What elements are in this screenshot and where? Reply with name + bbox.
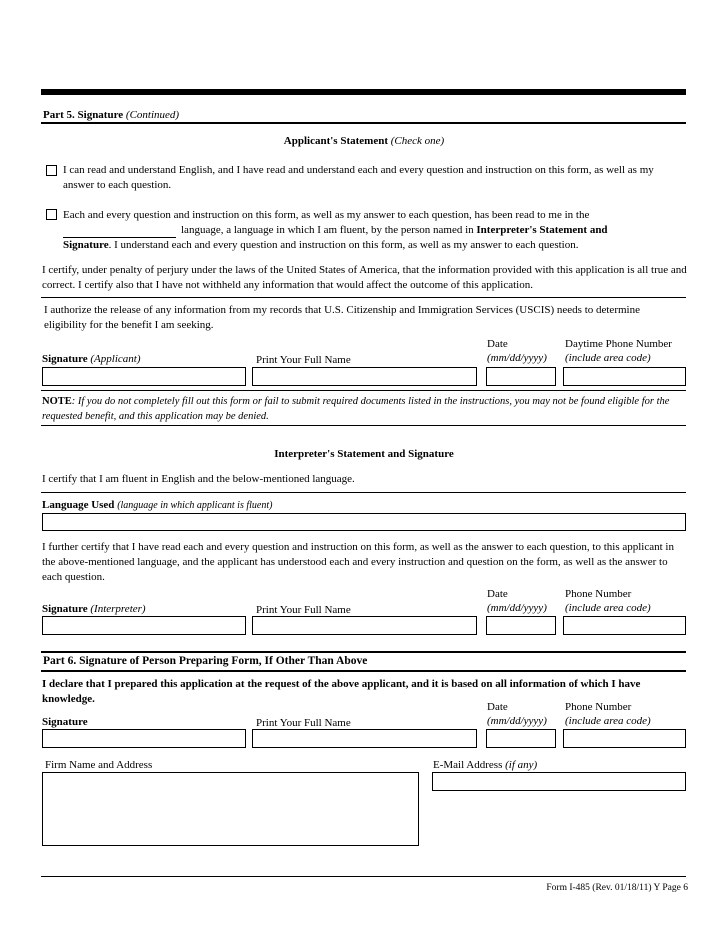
applicant-signature-field[interactable]	[42, 367, 246, 386]
part6-heading-rule	[41, 670, 686, 672]
applicant-statement-sub: (Check one)	[390, 135, 445, 147]
part5-heading	[43, 108, 179, 122]
interpreter-signature-field[interactable]	[42, 616, 246, 635]
certify-paragraph: I certify, under penalty of perjury under the laws of the United States of America, that the information provided with this application is all true and correct. I certify also that I have not withheld any information that would affect the outcome of this application.	[42, 264, 687, 291]
part5-heading-rule	[41, 122, 686, 124]
language-used-label	[42, 498, 272, 513]
applicant-signature-label-text: Signature	[42, 353, 88, 365]
interpreter-signature-sub: (Interpreter)	[90, 603, 146, 615]
applicant-date-sub: (mm/dd/yyyy)	[487, 352, 547, 364]
interpreter-date-field[interactable]	[486, 616, 556, 635]
note-label: NOTE	[42, 396, 72, 407]
interpreter-option-line1: Each and every question and instruction on this form, as well as my answer to each question, has been read to me in the	[63, 209, 590, 221]
preparer-signature-field[interactable]	[42, 729, 246, 748]
applicant-signature-sub: (Applicant)	[90, 353, 141, 365]
interpreter-option-line3a: Signature	[63, 239, 109, 251]
interpreter-title: Interpreter's Statement and Signature	[274, 448, 454, 460]
email-label	[433, 758, 537, 772]
interpreter-option-checkbox[interactable]	[46, 209, 57, 220]
interpreter-date-sub: (mm/dd/yyyy)	[487, 602, 547, 614]
email-field[interactable]	[432, 772, 686, 791]
interpreter-further-paragraph: I further certify that I have read each and every question and instruction on this form, as well as the answer to each question, to this applicant in the above-mentioned language, and the applicant has understood each and every instruction and question on the form, as well as the answer to each question.	[42, 541, 674, 583]
interpreter-phone-field[interactable]	[563, 616, 686, 635]
interpreter-option-line3	[63, 238, 578, 252]
applicant-statement-title	[0, 134, 728, 148]
interpreter-date-label: Date	[487, 588, 508, 600]
applicant-phone-sub: (include area code)	[565, 352, 651, 364]
authorize-paragraph: I authorize the release of any information from my records that U.S. Citizenship and Immigration Services (USCIS) needs to determine eligibility for the benefit I am seeking.	[44, 304, 640, 331]
email-label-text: E-Mail Address	[433, 759, 503, 771]
preparer-date-field[interactable]	[486, 729, 556, 748]
applicant-date-field[interactable]	[486, 367, 556, 386]
part5-heading-text: Part 5. Signature	[43, 109, 124, 121]
note-bottom-rule	[41, 425, 686, 426]
interpreter-signature-label-text: Signature	[42, 603, 88, 615]
part6-heading: Part 6. Signature of Person Preparing Form, If Other Than Above	[43, 655, 368, 667]
interpreter-certify: I certify that I am fluent in English and the below-mentioned language.	[42, 473, 355, 485]
interpreter-option-line3b: . I understand each and every question and instruction on this form, as well as my answer to each question.	[108, 239, 579, 251]
preparer-print-name-field[interactable]	[252, 729, 477, 748]
preparer-date-sub: (mm/dd/yyyy)	[487, 715, 547, 727]
language-used-label-text: Language Used	[42, 499, 115, 511]
note-paragraph	[42, 394, 688, 424]
top-rule	[41, 89, 686, 95]
part6-top-rule	[41, 651, 686, 653]
english-option-text: I can read and understand English, and I have read and understand each and every question and instruction on this form, as well as my answer to each question.	[63, 164, 654, 191]
interpreter-option-line2	[181, 223, 608, 237]
language-used-sub: (language in which applicant is fluent)	[117, 500, 273, 511]
english-option-checkbox[interactable]	[46, 165, 57, 176]
applicant-phone-label: Daytime Phone Number	[565, 338, 672, 350]
firm-label: Firm Name and Address	[45, 759, 153, 771]
preparer-signature-label: Signature	[42, 716, 88, 728]
applicant-signature-label	[42, 352, 141, 366]
preparer-print-name-label: Print Your Full Name	[256, 717, 351, 729]
interpreter-phone-label: Phone Number	[565, 588, 632, 600]
email-label-sub: (if any)	[505, 759, 538, 771]
interpreter-signature-label	[42, 602, 146, 616]
interpreter-certify-rule	[41, 492, 686, 493]
note-top-rule	[41, 390, 686, 391]
interpreter-print-name-field[interactable]	[252, 616, 477, 635]
applicant-statement-title-text: Applicant's Statement	[283, 135, 388, 147]
preparer-phone-sub: (include area code)	[565, 715, 651, 727]
footer-rule	[41, 876, 686, 877]
applicant-date-label: Date	[487, 338, 508, 350]
interpreter-phone-sub: (include area code)	[565, 602, 651, 614]
preparer-phone-field[interactable]	[563, 729, 686, 748]
interpreter-option-line2b: Interpreter's Statement and	[476, 224, 608, 236]
part5-heading-sub: (Continued)	[125, 109, 180, 121]
applicant-phone-field[interactable]	[563, 367, 686, 386]
note-text: : If you do not completely fill out this form or fail to submit required documents listed in the instructions, you may not be found eligible for the requested benefit, and this application may be denied.	[42, 396, 670, 422]
preparer-date-label: Date	[487, 701, 508, 713]
interpreter-print-name-label: Print Your Full Name	[256, 604, 351, 616]
part6-declare: I declare that I prepared this application at the request of the above applicant, and it is based on all information of which I have knowledge.	[42, 678, 641, 705]
applicant-print-name-field[interactable]	[252, 367, 477, 386]
firm-name-address-field[interactable]	[42, 772, 419, 846]
language-used-field[interactable]	[42, 513, 686, 531]
interpreter-option-line2a: language, a language in which I am fluent, by the person named in	[181, 224, 474, 236]
applicant-print-name-label: Print Your Full Name	[256, 354, 351, 366]
preparer-phone-label: Phone Number	[565, 701, 632, 713]
authorize-top-rule	[41, 297, 686, 298]
footer-form-id: Form I-485 (Rev. 01/18/11) Y Page 6	[546, 883, 688, 893]
